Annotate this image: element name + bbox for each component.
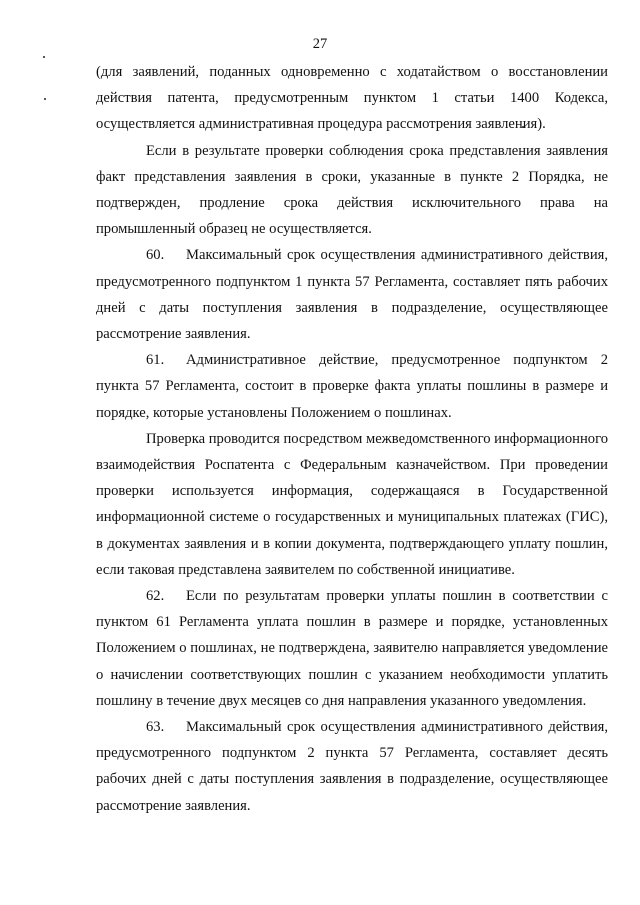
paragraph-number: 61. <box>146 352 165 369</box>
scan-speck <box>44 98 46 100</box>
document-body <box>96 59 608 819</box>
scan-speck <box>43 56 45 58</box>
paragraph-text: (для заявлений, поданных одновременно с ходатайством о восстановлении действия патента, предусмотренным пунктом 1 статьи 1400 Кодекса, осуществляется административная процедура рассмотрения заявления). <box>96 64 608 133</box>
page-number: 27 <box>312 36 328 52</box>
paragraph-text: Максимальный срок осуществления административного действия, предусмотренного подпунктом 2 пункта 57 Регламента, составляет десять рабочих дней с даты поступления заявления в подразделение, осуществляющее рассмотрение заявления. <box>96 719 608 814</box>
paragraph-continuation <box>96 59 608 138</box>
paragraph-text: Максимальный срок осуществления административного действия, предусмотренного подпунктом 1 пункта 57 Регламента, составляет пять рабочих дней с даты поступления заявления в подразделение, осуществляющее рассмотрение заявления. <box>96 247 608 343</box>
paragraph-interagency <box>96 426 608 583</box>
paragraph-text: Если по результатам проверки уплаты пошлин в соответствии с пунктом 61 Регламента уплата пошлин в размере и порядке, установленных Положением о пошлинах, не подтверждена, заявителю направляется уведомление о начислении соответствующих пошлин с указанием необходимости уплатить пошлину в течение двух месяцев со дня направления указанного уведомления. <box>96 588 608 709</box>
paragraph-text: Если в результате проверки соблюдения срока представления заявления факт представления заявления в сроки, указанные в пункте 2 Порядка, не подтвержден, продление срока действия исключительного права на промышленный образец не осуществляется. <box>96 142 608 238</box>
paragraph-number: 62. <box>146 588 165 605</box>
paragraph-text: Проверка проводится посредством межведомственного информационного взаимодействия Роспатента с Федеральным казначейством. При проведении проверки используется информация, содержащаяся в Государственной информационной системе о государственных и муниципальных платежах (ГИС), в документах заявления и в копии документа, подтверждающего уплату пошлин, если таковая представлена заявителем по собственной инициативе. <box>96 430 608 578</box>
paragraph-61 <box>96 347 608 426</box>
paragraph-63 <box>96 714 608 819</box>
paragraph-number: 63. <box>146 719 165 736</box>
paragraph-60 <box>96 242 608 347</box>
paragraph-number: 60. <box>146 247 165 264</box>
paragraph-verification <box>96 138 608 243</box>
paragraph-text: Административное действие, предусмотренное подпунктом 2 пункта 57 Регламента, состоит в проверке факта уплаты пошлины в размере и порядке, которые установлены Положением о пошлинах. <box>96 352 608 421</box>
paragraph-62 <box>96 583 608 714</box>
